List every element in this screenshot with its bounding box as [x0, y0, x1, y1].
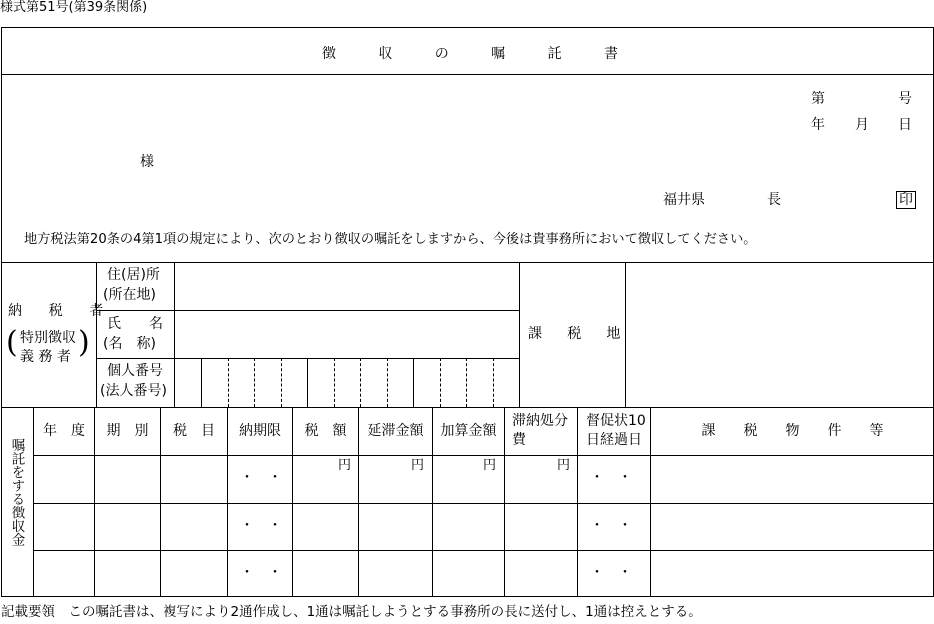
date-year: 年: [811, 117, 825, 133]
paren-left: (: [6, 325, 18, 360]
tax-place-label: 課 税 地: [528, 326, 626, 342]
date-month: 月: [855, 117, 869, 133]
doc-no-suffix: 号: [898, 91, 912, 107]
yen-mark: 円: [557, 458, 571, 473]
chief-title: 長: [767, 192, 781, 208]
taxpayer-sub-line1: 特別徴収: [20, 330, 76, 346]
form-number: 様式第51号(第39条関係): [0, 0, 148, 15]
yen-mark: 円: [483, 458, 497, 473]
date-dots: ・ ・: [590, 470, 632, 486]
col-line: [504, 407, 505, 597]
form-border: [1, 27, 934, 597]
collection-side-label: 嘱託をする徴収金: [8, 438, 25, 546]
header-penalty: 加算金額: [440, 423, 497, 439]
title-char: 徴: [322, 46, 336, 62]
name-label-1: 氏 名: [107, 316, 163, 332]
id-label-2: (法人番号): [100, 383, 167, 399]
date-dots: ・ ・: [240, 565, 282, 581]
name-label-2: (名 称): [103, 336, 156, 352]
header-year: 年 度: [43, 423, 85, 439]
digit-group-line: [413, 358, 414, 407]
header-notice-2: 日経過日: [586, 432, 642, 448]
header-delay: 延滞金額: [367, 423, 424, 439]
address-label-1: 住(居)所: [107, 267, 160, 283]
seal-mark: 印: [896, 191, 916, 209]
digit-divider: [254, 358, 255, 407]
digit-divider: [360, 358, 361, 407]
col-line: [174, 262, 175, 407]
digit-divider: [334, 358, 335, 407]
date-dots: ・ ・: [590, 565, 632, 581]
header-fee-2: 費: [512, 432, 526, 448]
digit-divider: [466, 358, 467, 407]
header-item: 税 目: [173, 423, 215, 439]
header-notice-1: 督促状10: [586, 413, 646, 429]
title-char: 託: [547, 46, 562, 62]
title-char: の: [434, 46, 449, 62]
footnote: 記載要領 この嘱託書は、複写により2通作成し、1通は嘱託しようとする事務所の長に送付し、1通は控えとする。: [1, 604, 702, 620]
header-period: 期 別: [106, 423, 149, 439]
digit-divider: [387, 358, 388, 407]
id-label-1: 個人番号: [107, 363, 163, 379]
col-line: [96, 262, 97, 407]
yen-mark: 円: [411, 458, 425, 473]
statement-text: 地方税法第20条の4第1項の規定により、次のとおり徴収の嘱託をしますから、今後は貴事務所において徴収してください。: [24, 232, 757, 247]
header-amount: 税 額: [304, 423, 347, 439]
col-line: [519, 262, 520, 407]
addressee-suffix: 様: [140, 154, 154, 170]
taxpayer-sub-line2: 義 務 者: [20, 349, 71, 365]
digit-divider: [228, 358, 229, 407]
digit-group-line: [307, 358, 308, 407]
header-deadline: 納期限: [239, 423, 281, 439]
date-day: 日: [898, 117, 912, 133]
row-line: [33, 455, 934, 456]
divider: [1, 407, 934, 408]
date-dots: ・ ・: [240, 470, 282, 486]
header-fee-1: 滞納処分: [512, 413, 568, 429]
digit-divider: [493, 358, 494, 407]
row-line: [33, 550, 934, 551]
prefecture-name: 福井県: [663, 192, 705, 208]
header-object: 課 税 物 件 等: [701, 423, 884, 439]
row-line: [96, 310, 519, 311]
col-line: [577, 407, 578, 597]
doc-no-prefix: 第: [811, 91, 825, 107]
document-title: [322, 43, 618, 63]
yen-mark: 円: [338, 458, 352, 473]
digit-divider: [440, 358, 441, 407]
paren-right: ): [78, 325, 90, 360]
date-dots: ・ ・: [240, 518, 282, 534]
divider: [1, 262, 934, 263]
digit-group-line: [201, 358, 202, 407]
title-char: 収: [378, 46, 393, 62]
divider: [1, 74, 934, 75]
address-label-2: (所在地): [103, 287, 156, 303]
title-char: 書: [603, 46, 618, 62]
date-dots: ・ ・: [590, 518, 632, 534]
taxpayer-label: 納 税 者: [8, 303, 110, 319]
title-char: 嘱: [491, 46, 506, 62]
row-line: [33, 503, 934, 504]
digit-divider: [281, 358, 282, 407]
